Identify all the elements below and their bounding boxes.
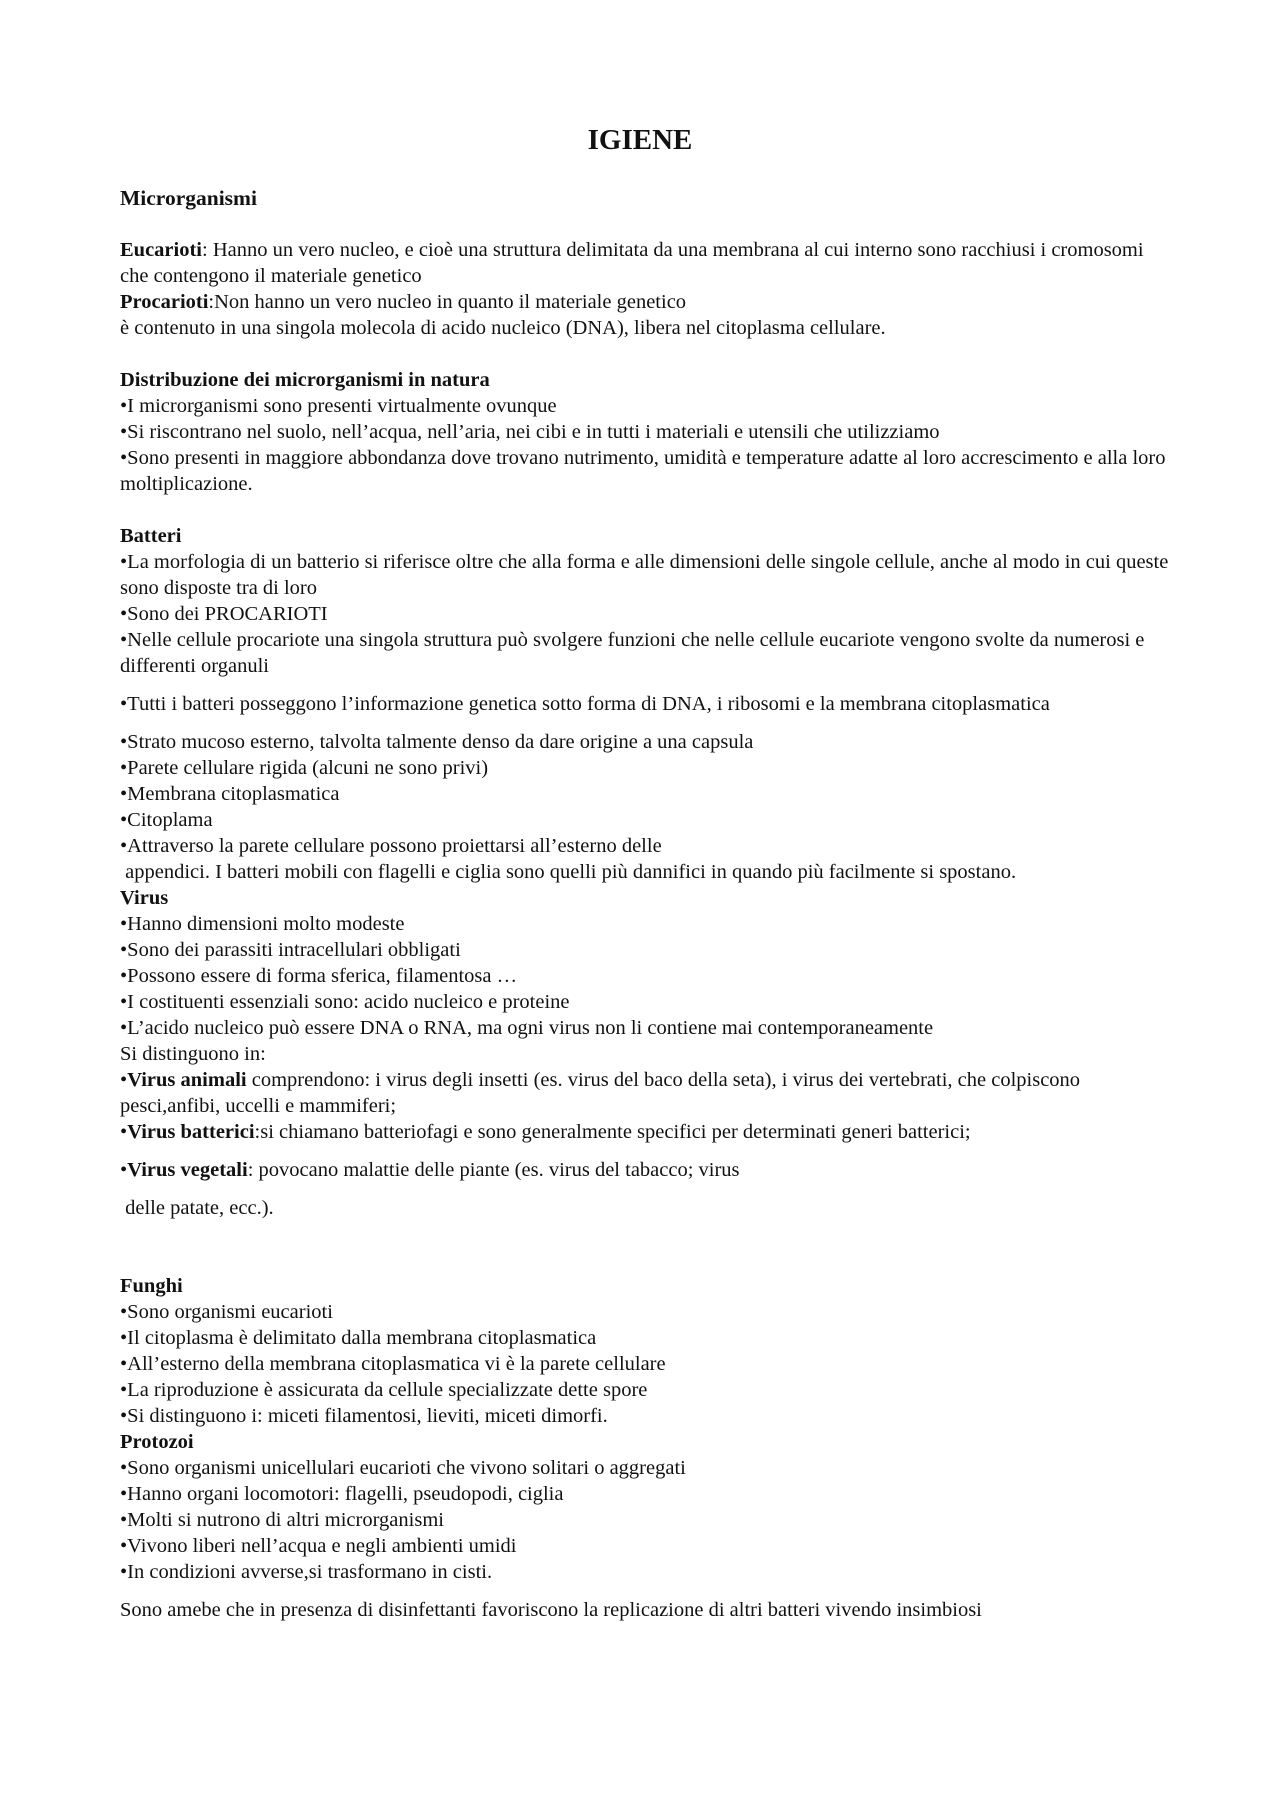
list-item: •All’esterno della membrana citoplasmatica vi è la parete cellulare [120, 1353, 666, 1375]
heading-funghi: Funghi [120, 1275, 183, 1297]
list-item: •Hanno organi locomotori: flagelli, pseudopodi, ciglia [120, 1483, 564, 1505]
bullet: • [120, 1159, 128, 1181]
paragraph-virus-animali [120, 1067, 1170, 1119]
list-item: •Sono dei parassiti intracellulari obbligati [120, 939, 461, 961]
text-eucarioti: : Hanno un vero nucleo, e cioè una struttura delimitata da una membrana al cui interno sono racchiusi i cromosomi che contengono il materiale genetico [120, 239, 1144, 287]
text-virus-animali: comprendono: i virus degli insetti (es. virus del baco della seta), i virus dei vertebrati, che colpiscono pesci,anfibi, uccelli e mammiferi; [120, 1069, 1081, 1117]
list-item: •I costituenti essenziali sono: acido nucleico e proteine [120, 991, 570, 1013]
list-item: •La riproduzione è assicurata da cellule specializzate dette spore [120, 1379, 648, 1401]
list-item: •Hanno dimensioni molto modeste [120, 913, 405, 935]
heading-distribuzione: Distribuzione dei microrganismi in natura [120, 369, 490, 391]
list-item: •Sono presenti in maggiore abbondanza dove trovano nutrimento, umidità e temperature adatte al loro accrescimento e alla loro moltiplicazione. [120, 447, 1166, 495]
text-procarioti: :Non hanno un vero nucleo in quanto il materiale genetico [208, 291, 687, 313]
paragraph-virus-batterici [120, 1119, 1170, 1145]
list-item: •I microrganismi sono presenti virtualmente ovunque [120, 395, 557, 417]
list-item: •Molti si nutrono di altri microrganismi [120, 1509, 444, 1531]
list-item: •Strato mucoso esterno, talvolta talmente denso da dare origine a una capsula [120, 731, 754, 753]
bullet: • [120, 1069, 128, 1091]
heading-protozoi: Protozoi [120, 1431, 194, 1453]
list-item: •La morfologia di un batterio si riferisce oltre che alla forma e alle dimensioni delle singole cellule, anche al modo in cui queste sono disposte tra di loro [120, 551, 1169, 599]
closing-paragraph: Sono amebe che in presenza di disinfettanti favoriscono la replicazione di altri batteri vivendo insimbiosi [120, 1599, 982, 1621]
list-item: •Membrana citoplasmatica [120, 783, 340, 805]
paragraph-procarioti [120, 289, 1170, 315]
heading-microrganismi: Microrganismi [120, 186, 257, 210]
paragraph-virus-vegetali-cont: delle patate, ecc.). [120, 1197, 274, 1219]
list-item: •Il citoplasma è delimitato dalla membrana citoplasmatica [120, 1327, 597, 1349]
heading-virus: Virus [120, 887, 169, 909]
list-item: •Possono essere di forma sferica, filamentosa … [120, 965, 518, 987]
list-item: appendici. I batteri mobili con flagelli e ciglia sono quelli più dannifici in quando più facilmente si spostano. [120, 861, 1017, 883]
document-title: IGIENE [587, 124, 693, 156]
list-item: •Nelle cellule procariote una singola struttura può svolgere funzioni che nelle cellule eucariote vengono svolte da numerosi e differenti organuli [120, 629, 1145, 677]
label-procarioti: Procarioti [120, 291, 209, 313]
list-item: •Vivono liberi nell’acqua e negli ambienti umidi [120, 1535, 517, 1557]
list-item: •Attraverso la parete cellulare possono proiettarsi all’esterno delle [120, 835, 662, 857]
list-item: •In condizioni avverse,si trasformano in cisti. [120, 1561, 493, 1583]
label-virus-batterici: Virus batterici [127, 1121, 255, 1143]
text-virus-batterici: :si chiamano batteriofagi e sono generalmente specifici per determinati generi batterici; [254, 1121, 971, 1143]
list-item: •Sono organismi unicellulari eucarioti che vivono solitari o aggregati [120, 1457, 686, 1479]
list-item: •Sono dei PROCARIOTI [120, 603, 328, 625]
label-virus-animali: Virus animali [127, 1069, 247, 1091]
list-item: •Sono organismi eucarioti [120, 1301, 333, 1323]
list-item: Si distinguono in: [120, 1043, 266, 1065]
bullet: • [120, 1121, 128, 1143]
paragraph-eucarioti [120, 237, 1170, 289]
list-item: •Parete cellulare rigida (alcuni ne sono privi) [120, 757, 489, 779]
paragraph-procarioti-cont: è contenuto in una singola molecola di acido nucleico (DNA), libera nel citoplasma cellulare. [120, 317, 886, 339]
label-eucarioti: Eucarioti [120, 239, 202, 261]
document-body [120, 185, 1170, 1623]
text-virus-vegetali: : povocano malattie delle piante (es. virus del tabacco; virus [247, 1159, 740, 1181]
list-item: •L’acido nucleico può essere DNA o RNA, ma ogni virus non li contiene mai contemporaneamente [120, 1017, 934, 1039]
list-item: •Tutti i batteri posseggono l’informazione genetica sotto forma di DNA, i ribosomi e la membrana citoplasmatica [120, 693, 1050, 715]
label-virus-vegetali: Virus vegetali [127, 1159, 248, 1181]
list-item: •Si riscontrano nel suolo, nell’acqua, nell’aria, nei cibi e in tutti i materiali e utensili che utilizziamo [120, 421, 940, 443]
paragraph-virus-vegetali [120, 1157, 1170, 1183]
list-item: •Citoplama [120, 809, 213, 831]
list-item: •Si distinguono i: miceti filamentosi, lieviti, miceti dimorfi. [120, 1405, 608, 1427]
heading-batteri: Batteri [120, 525, 182, 547]
